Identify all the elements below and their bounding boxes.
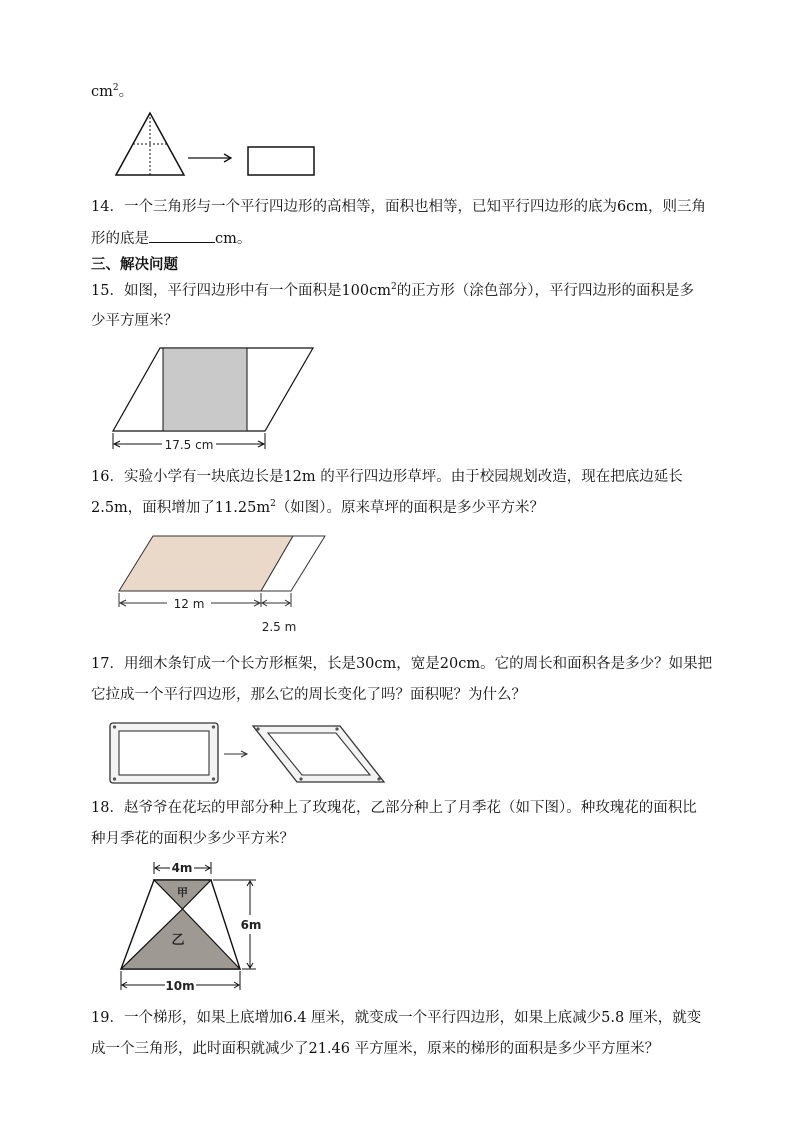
part-jia-label: 甲 (177, 886, 188, 899)
answer-blank[interactable] (149, 228, 215, 243)
shaded-square (163, 348, 247, 431)
label-12m: 12 m (173, 597, 205, 611)
q16-line1: 16．实验小学有一块底边长是12m 的平行四边形草坪。由于校园规划改造，现在把底边延长 (91, 469, 683, 485)
q16-figure (115, 533, 330, 638)
rectangle-shape (248, 147, 314, 175)
nail-icon (299, 777, 302, 780)
q17-line1: 17．用细木条钉成一个长方形框架，长是30cm，宽是20cm。它的周长和面积各是多少？如果把 (91, 656, 713, 672)
q18-figure (110, 860, 285, 995)
q13-figure (110, 110, 330, 180)
q14-line2: 形的底是 cm。 (91, 228, 251, 249)
nail-icon (212, 725, 215, 728)
q15-line2: 少平方厘米？ (91, 313, 178, 329)
part-yi-label: 乙 (171, 933, 185, 948)
nail-icon (113, 777, 116, 780)
q17-line2: 它拉成一个平行四边形，那么它的周长变化了吗？面积呢？为什么？ (91, 687, 526, 703)
nail-icon (377, 777, 380, 780)
height-label: 6m (240, 918, 262, 932)
q15-line1: 15．如图，平行四边形中有一个面积是$100cm^2$的正方形（涂色部分），平行四边形的面积是多 (91, 282, 694, 299)
nail-icon (335, 727, 338, 730)
nail-icon (212, 777, 215, 780)
q15-figure (110, 345, 320, 455)
section-heading: 三、解决问题 (91, 257, 178, 273)
q17-figure (108, 720, 393, 790)
bottom-label: 10m (165, 979, 195, 993)
label-2-5m: 2.5 m (261, 620, 297, 634)
q19-line1: 19．一个梯形，如果上底增加6.4 厘米，就变成一个平行四边形，如果上底减少5.8 厘米，就变 (91, 1010, 702, 1026)
q18-line2: 种月季花的面积少多少平方米？ (91, 831, 294, 847)
nail-icon (256, 727, 259, 730)
q18-line1: 18．赵爷爷在花坛的甲部分种上了玫瑰花，乙部分种上了月季花（如下图）。种玫瑰花的面积比 (91, 800, 697, 816)
q14-line1: 14．一个三角形与一个平行四边形的高相等，面积也相等，已知平行四边形的底为6cm，则三角 (91, 199, 707, 215)
dimension-label: 17.5 cm (164, 438, 214, 452)
q19-line2: 成一个三角形，此时面积就减少了21.46 平方厘米，原来的梯形的面积是多少平方厘米？ (91, 1041, 660, 1057)
top-label: 4m (171, 861, 193, 875)
q16-line2: 2.5m，面积增加了$11.25m^2$（如图）。原来草坪的面积是多少平方米？ (91, 499, 545, 516)
q13-tail: $cm^2$。 (91, 83, 134, 100)
nail-icon (113, 725, 116, 728)
rectangle-frame-inner (119, 731, 209, 775)
